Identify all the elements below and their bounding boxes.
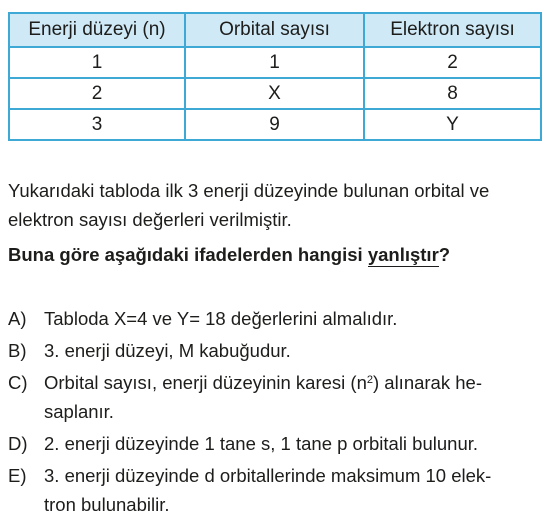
option-letter: D) [8,433,28,454]
table-row [9,47,541,78]
answer-options [8,304,548,519]
option-text: ) alınarak he- [372,372,482,393]
option-a[interactable] [8,304,548,333]
table-row [9,109,541,140]
option-e[interactable] [8,461,548,519]
header-orbital-count: Orbital sayısı [185,13,364,47]
table-cell: 8 [364,78,541,109]
option-text: 2. enerji düzeyinde 1 tane s, 1 tane p orbitali bulunur. [44,433,479,454]
option-d[interactable] [8,429,548,458]
option-b[interactable] [8,336,548,365]
option-text: Tabloda X=4 ve Y= 18 değerlerini almalıdır. [44,308,398,329]
table-row [9,78,541,109]
option-letter: B) [8,340,27,361]
energy-level-table-container [8,12,540,141]
question-prefix: Buna göre aşağıdaki ifadelerden hangisi [8,244,368,265]
option-text-continuation: saplanır. [44,401,114,422]
question-suffix: ? [438,244,451,265]
option-letter: E) [8,465,27,486]
option-text: 3. enerji düzeyinde d orbitallerinde maksimum 10 elek- [44,465,492,486]
superscript: 2 [366,374,373,386]
energy-level-table [8,12,542,141]
option-text-continuation: tron bulunabilir. [44,494,170,515]
table-cell: X [185,78,364,109]
table-cell: 1 [9,47,185,78]
table-cell: 1 [185,47,364,78]
question-prompt [8,240,548,269]
table-cell: 3 [9,109,185,140]
stem-line: Yukarıdaki tabloda ilk 3 enerji düzeyinde bulunan orbital ve [8,180,490,201]
table-header-row [9,13,541,47]
option-text: Orbital sayısı, enerji düzeyinin karesi (n [44,372,367,393]
option-text: 3. enerji düzeyi, M kabuğudur. [44,340,291,361]
table-cell: Y [364,109,541,140]
table-cell: 2 [364,47,541,78]
option-text-block [44,461,548,519]
option-c[interactable] [8,368,548,426]
option-letter: C) [8,372,28,393]
question-stem [8,176,548,234]
table-cell: 2 [9,78,185,109]
option-letter: A) [8,308,27,329]
question-emphasis: yanlıştır [367,244,439,265]
table-cell: 9 [185,109,364,140]
option-text-block [44,368,548,426]
stem-line: elektron sayısı değerleri verilmiştir. [8,209,292,230]
header-energy-level: Enerji düzeyi (n) [9,13,185,47]
header-electron-count: Elektron sayısı [364,13,541,47]
